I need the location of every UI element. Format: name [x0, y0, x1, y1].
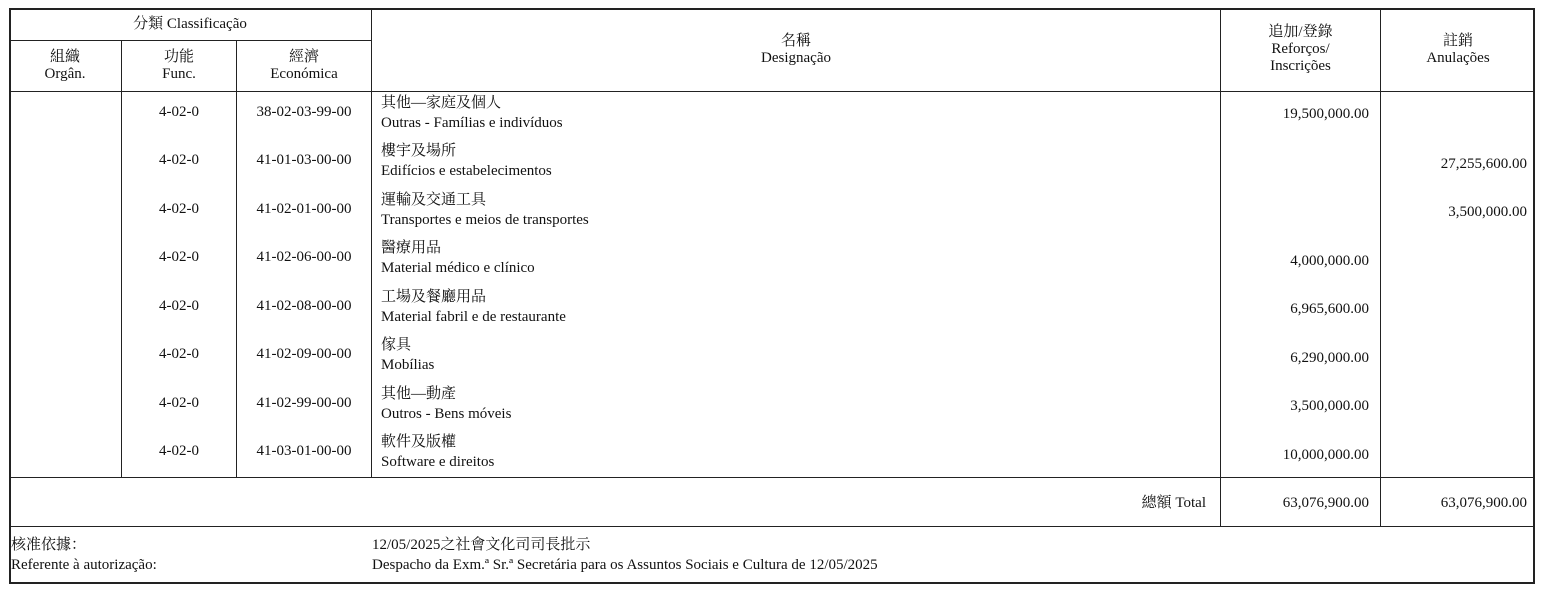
anulacoes-label-zh: 註銷	[1442, 32, 1473, 49]
designation-zh: 樓宇及場所	[381, 143, 457, 159]
organ-label-pt: Orgân.	[44, 66, 86, 82]
func-code: 4-02-0	[159, 395, 199, 411]
classification-header	[9, 8, 371, 40]
econ-code: 41-03-01-00-00	[256, 443, 352, 459]
func-code: 4-02-0	[159, 104, 199, 120]
designation-pt: Software e direitos	[381, 454, 495, 470]
designation-pt: Transportes e meios de transportes	[381, 212, 589, 228]
func-code: 4-02-0	[159, 201, 199, 217]
designation-pt: Outros - Bens móveis	[381, 406, 512, 422]
designation-pt: Material médico e clínico	[381, 260, 535, 276]
anulacoes-amount: 3,500,000.00	[1448, 204, 1527, 220]
authorization-label-pt: Referente à autorização:	[11, 557, 157, 573]
econ-code: 38-02-03-99-00	[256, 104, 352, 120]
reforcos-header	[1221, 8, 1380, 91]
anulacoes-label-pt: Anulações	[1426, 49, 1490, 66]
reforcos-amount: 6,965,600.00	[1290, 301, 1369, 317]
total-label: 總額 Total	[1141, 495, 1206, 511]
reforcos-amount: 19,500,000.00	[1282, 106, 1369, 122]
econ-code: 41-02-09-00-00	[256, 346, 352, 362]
organ-header	[9, 41, 121, 91]
func-label-zh: 功能	[163, 49, 194, 65]
reforcos-amount: 4,000,000.00	[1290, 253, 1369, 269]
designation-zh: 運輸及交通工具	[381, 192, 487, 208]
rule-total-bottom	[9, 526, 1535, 527]
designation-pt: Edifícios e estabelecimentos	[381, 163, 552, 179]
func-code: 4-02-0	[159, 249, 199, 265]
func-code: 4-02-0	[159, 443, 199, 459]
designation-header	[372, 8, 1220, 91]
func-label-pt: Func.	[162, 66, 196, 82]
designation-label-pt: Designação	[761, 49, 831, 66]
rule-header-bottom	[9, 91, 1535, 92]
reforcos-amount: 6,290,000.00	[1290, 350, 1369, 366]
econ-label-zh: 經濟	[288, 49, 319, 65]
econ-code: 41-02-99-00-00	[256, 395, 352, 411]
authorization-value-pt: Despacho da Exm.ª Sr.ª Secretária para os Assuntos Sociais e Cultura de 12/05/2025	[372, 557, 878, 573]
anulacoes-header	[1381, 8, 1535, 91]
func-code: 4-02-0	[159, 152, 199, 168]
designation-pt: Outras - Famílias e indivíduos	[381, 115, 563, 131]
designation-pt: Material fabril e de restaurante	[381, 309, 566, 325]
anulacoes-amount: 27,255,600.00	[1440, 156, 1527, 172]
designation-zh: 其他—家庭及個人	[381, 95, 502, 111]
econ-label-pt: Económica	[270, 66, 338, 82]
econ-code: 41-02-08-00-00	[256, 298, 352, 314]
designation-zh: 工場及餐廳用品	[381, 289, 487, 305]
reforcos-label-zh: 追加/登錄	[1268, 24, 1333, 40]
designation-zh: 其他—動產	[381, 386, 457, 402]
designation-label-zh: 名稱	[780, 32, 811, 49]
econ-header	[237, 41, 371, 91]
designation-zh: 傢具	[381, 337, 412, 353]
reforcos-label-pt2: Inscrições	[1270, 58, 1331, 74]
total-anulacoes: 63,076,900.00	[1440, 495, 1527, 511]
classification-label: 分類 Classificação	[133, 15, 247, 32]
func-code: 4-02-0	[159, 298, 199, 314]
rule-body-bottom	[9, 477, 1535, 478]
authorization-value-zh: 12/05/2025之社會文化司司長批示	[372, 537, 591, 553]
reforcos-label-pt1: Reforços/	[1271, 41, 1330, 57]
designation-zh: 醫療用品	[381, 240, 442, 256]
total-reforcos: 63,076,900.00	[1282, 495, 1369, 511]
func-header	[122, 41, 236, 91]
econ-code: 41-02-06-00-00	[256, 249, 352, 265]
designation-zh: 軟件及版權	[381, 434, 457, 450]
econ-code: 41-01-03-00-00	[256, 152, 352, 168]
econ-code: 41-02-01-00-00	[256, 201, 352, 217]
authorization-label-zh: 核准依據：	[11, 537, 87, 553]
reforcos-amount: 3,500,000.00	[1290, 398, 1369, 414]
designation-pt: Mobílias	[381, 357, 435, 373]
func-code: 4-02-0	[159, 346, 199, 362]
organ-label-zh: 組織	[49, 49, 80, 65]
reforcos-amount: 10,000,000.00	[1282, 447, 1369, 463]
